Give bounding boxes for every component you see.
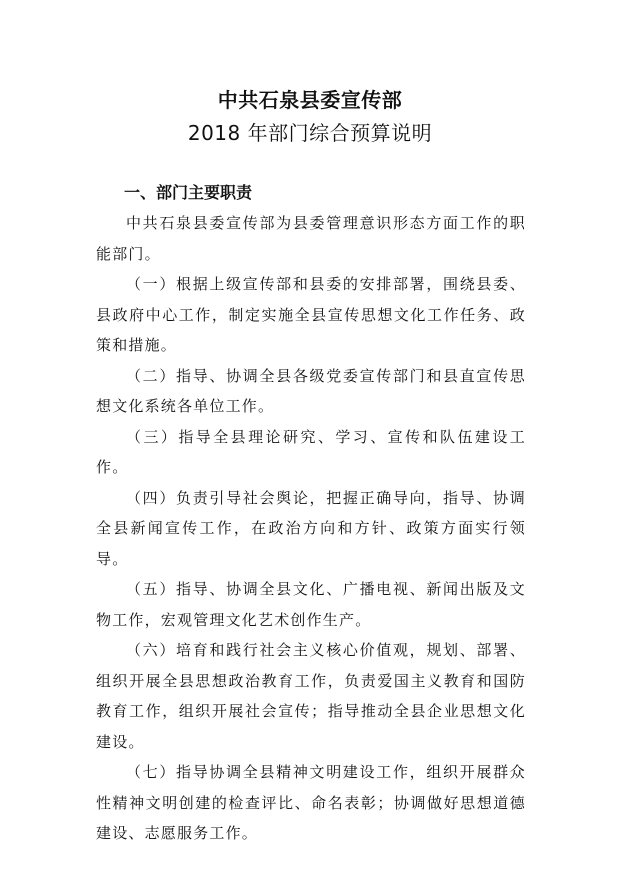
paragraph-item-2: （二）指导、协调全县各级党委宣传部门和县直宣传思想文化系统各单位工作。 (96, 366, 526, 415)
paragraph-intro: 中共石泉县委宣传部为县委管理意识形态方面工作的职能部门。 (96, 214, 526, 263)
document-title: 中共石泉县委宣传部 (217, 88, 403, 112)
document-subtitle: 2018 年部门综合预算说明 (187, 121, 433, 145)
paragraph-item-7: （七）指导协调全县精神文明建设工作，组织开展群众性精神文明创建的检查评比、命名表彰；协调做好思想道德建设、志愿服务工作。 (96, 763, 526, 842)
paragraph-item-6: （六）培育和践行社会主义核心价值观，规划、部署、组织开展全县思想政治教育工作，负责爱国主义教育和国防教育工作，组织开展社会宣传；指导推动全县企业思想文化建设。 (96, 641, 526, 751)
paragraph-item-5: （五）指导、协调全县文化、广播电视、新闻出版及文物工作，宏观管理文化艺术创作生产。 (96, 580, 526, 629)
paragraph-item-4: （四）负责引导社会舆论，把握正确导向，指导、协调全县新闻宣传工作，在政治方向和方针、政策方面实行领导。 (96, 488, 526, 568)
paragraph-item-1: （一）根据上级宣传部和县委的安排部署，围绕县委、县政府中心工作，制定实施全县宣传思想文化工作任务、政策和措施。 (96, 275, 526, 354)
document-body (96, 208, 526, 849)
section-heading: 一、部门主要职责 (124, 183, 253, 202)
paragraph-item-3: （三）指导全县理论研究、学习、宣传和队伍建设工作。 (96, 427, 526, 476)
